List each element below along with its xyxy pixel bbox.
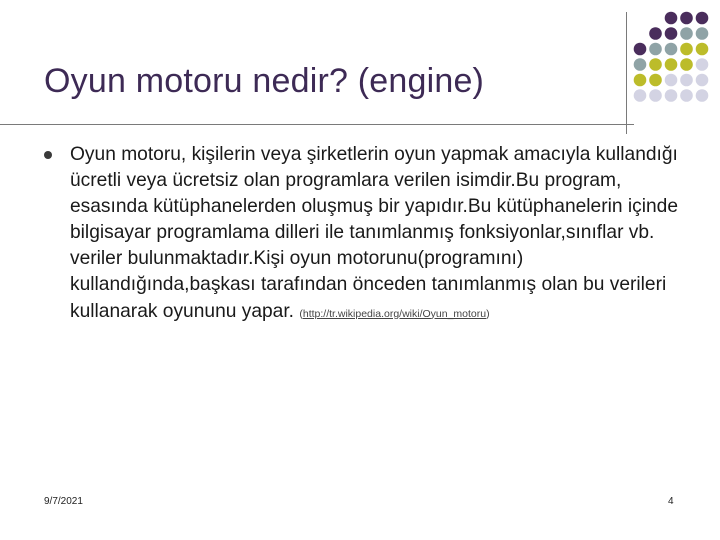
- decor-dot-purple: [680, 12, 693, 25]
- decor-dot-olive: [680, 58, 693, 71]
- decor-dot-lavender: [680, 89, 693, 102]
- decor-dot-teal: [649, 43, 662, 56]
- decor-dot-lavender: [696, 89, 709, 102]
- decor-dot-olive: [665, 58, 678, 71]
- bullet-icon: [44, 151, 52, 159]
- vertical-divider: [626, 12, 627, 134]
- title-divider: [0, 124, 634, 125]
- decor-dot-purple: [696, 12, 709, 25]
- decor-dot-lavender: [634, 89, 647, 102]
- decor-dot-purple: [665, 27, 678, 40]
- slide-body: [70, 142, 690, 327]
- page-number: 4: [668, 496, 674, 507]
- decor-dot-lavender: [665, 89, 678, 102]
- source-open-paren: (: [299, 307, 303, 320]
- decor-dot-olive: [696, 43, 709, 56]
- decor-dot-purple: [665, 12, 678, 25]
- decor-dot-teal: [680, 27, 693, 40]
- source-close-paren: ): [486, 307, 490, 320]
- decor-dot-lavender: [649, 89, 662, 102]
- slide-title: Oyun motoru nedir? (engine): [44, 62, 485, 100]
- decor-dot-lavender: [696, 74, 709, 87]
- decor-dot-lavender: [665, 74, 678, 87]
- decor-dot-teal: [665, 43, 678, 56]
- decor-dot-olive: [649, 58, 662, 71]
- decor-dot-teal: [696, 27, 709, 40]
- decor-dot-purple: [634, 43, 647, 56]
- decor-dot-lavender: [696, 58, 709, 71]
- decor-dot-teal: [634, 58, 647, 71]
- decor-dot-olive: [680, 43, 693, 56]
- slide-date: 9/7/2021: [44, 496, 83, 507]
- decor-dot-olive: [634, 74, 647, 87]
- decor-dot-olive: [649, 74, 662, 87]
- decor-dot-purple: [649, 27, 662, 40]
- source-link[interactable]: http://tr.wikipedia.org/wiki/Oyun_motoru: [302, 307, 487, 320]
- decor-dot-lavender: [680, 74, 693, 87]
- body-paragraph: Oyun motoru, kişilerin veya şirketlerin oyun yapmak amacıyla kullandığı ücretli veya ücretsiz olan programlara verilen isimdir.Bu program, esasında kütüphanelerden oluşmuş bir yapıdır.Bu kütüphanelerin içinde bilgisayar programlama dilleri ile tanımlanmış fonksiyonlar,sınıflar vb. veriler bulunmaktadır.Kişi oyun motorunu(programını) kullandığında,başkası tarafından önceden tanımlanmış olan bu verileri kullanarak oyununu yapar.: [70, 144, 679, 322]
